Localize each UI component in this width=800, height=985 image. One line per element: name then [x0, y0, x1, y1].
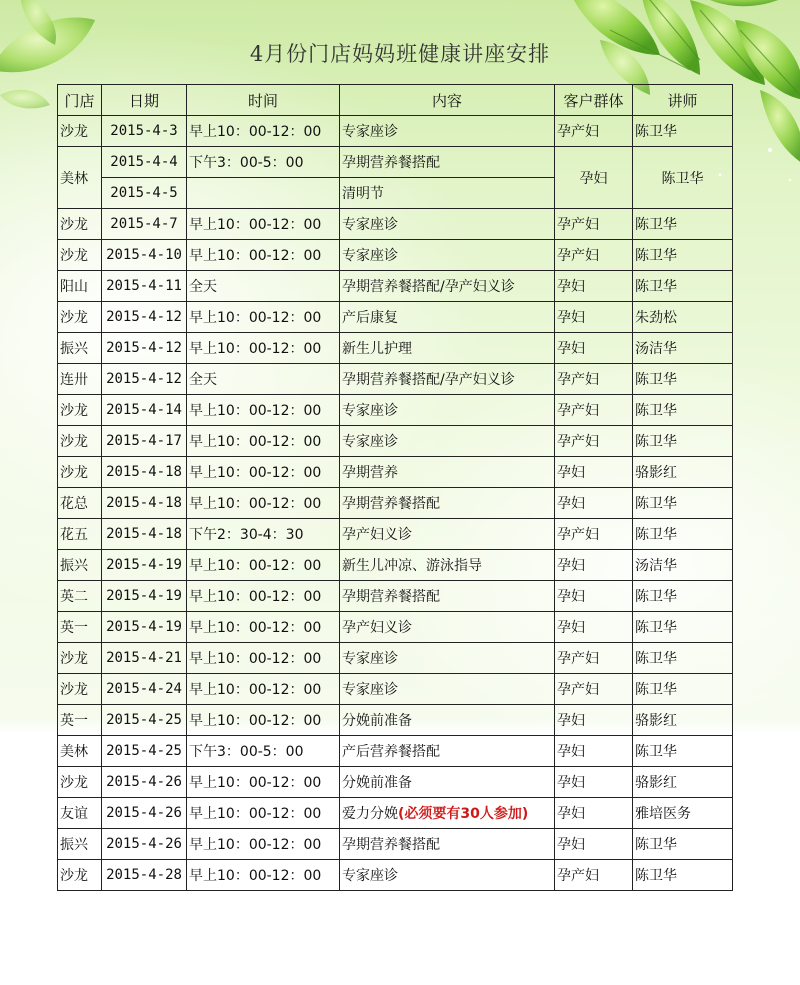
lecturer-cell: 陈卫华: [633, 519, 733, 550]
table-row: [58, 333, 733, 364]
date-cell: 2015-4-25: [102, 705, 187, 736]
table-row: [58, 550, 733, 581]
group-cell: 孕产妇: [555, 209, 633, 240]
lecturer-cell: 汤洁华: [633, 333, 733, 364]
date-cell: 2015-4-5: [102, 178, 187, 209]
store-cell: 沙龙: [58, 302, 102, 333]
date-cell: 2015-4-28: [102, 860, 187, 891]
content-cell: 产后营养餐搭配: [340, 736, 555, 767]
table-row: [58, 829, 733, 860]
table-row: [58, 643, 733, 674]
date-cell: 2015-4-26: [102, 829, 187, 860]
group-cell: 孕妇: [555, 829, 633, 860]
lecturer-cell: 陈卫华: [633, 116, 733, 147]
group-cell: 孕妇: [555, 550, 633, 581]
table-row: [58, 798, 733, 829]
content-cell: 专家座诊: [340, 674, 555, 705]
time-cell: 早上10：00-12：00: [187, 209, 340, 240]
header-row: [58, 85, 733, 116]
date-cell: 2015-4-4: [102, 147, 187, 178]
store-cell: 英二: [58, 581, 102, 612]
lecturer-cell: 陈卫华: [633, 829, 733, 860]
table-row: [58, 457, 733, 488]
date-cell: 2015-4-24: [102, 674, 187, 705]
lecturer-cell: 陈卫华: [633, 426, 733, 457]
date-cell: 2015-4-3: [102, 116, 187, 147]
date-cell: 2015-4-19: [102, 612, 187, 643]
content-cell: 新生儿护理: [340, 333, 555, 364]
content-cell: 分娩前准备: [340, 705, 555, 736]
time-cell: 早上10：00-12：00: [187, 302, 340, 333]
store-cell: 花总: [58, 488, 102, 519]
content-cell: 专家座诊: [340, 116, 555, 147]
group-cell: 孕产妇: [555, 395, 633, 426]
date-cell: 2015-4-26: [102, 767, 187, 798]
table-row: [58, 860, 733, 891]
table-row: [58, 271, 733, 302]
table-row: [58, 426, 733, 457]
group-cell: 孕产妇: [555, 643, 633, 674]
table-row: [58, 519, 733, 550]
lecturer-cell: 骆影红: [633, 457, 733, 488]
time-cell: 早上10：00-12：00: [187, 240, 340, 271]
date-cell: 2015-4-12: [102, 302, 187, 333]
table-row: [58, 209, 733, 240]
content-cell: 孕期营养餐搭配/孕产妇义诊: [340, 364, 555, 395]
date-cell: 2015-4-11: [102, 271, 187, 302]
time-cell: 早上10：00-12：00: [187, 767, 340, 798]
schedule-table: [57, 84, 733, 891]
content-cell: 孕期营养餐搭配: [340, 147, 555, 178]
content-cell: 孕期营养餐搭配: [340, 581, 555, 612]
lecturer-cell: 陈卫华: [633, 209, 733, 240]
store-cell: 美林: [58, 147, 102, 209]
lecturer-cell: 陈卫华: [633, 674, 733, 705]
content-cell: 孕期营养餐搭配/孕产妇义诊: [340, 271, 555, 302]
time-cell: 全天: [187, 364, 340, 395]
table-row: [58, 767, 733, 798]
store-cell: 阳山: [58, 271, 102, 302]
header-group: 客户群体: [555, 85, 633, 116]
store-cell: 沙龙: [58, 209, 102, 240]
group-cell: 孕妇: [555, 581, 633, 612]
content-cell: 产后康复: [340, 302, 555, 333]
lecturer-cell: 陈卫华: [633, 147, 733, 209]
date-cell: 2015-4-7: [102, 209, 187, 240]
time-cell: 早上10：00-12：00: [187, 581, 340, 612]
lecturer-cell: 骆影红: [633, 705, 733, 736]
content-cell: 孕产妇义诊: [340, 612, 555, 643]
header-time: 时间: [187, 85, 340, 116]
time-cell: 下午2：30-4：30: [187, 519, 340, 550]
date-cell: 2015-4-12: [102, 333, 187, 364]
group-cell: 孕妇: [555, 302, 633, 333]
time-cell: 早上10：00-12：00: [187, 426, 340, 457]
time-cell: 早上10：00-12：00: [187, 705, 340, 736]
table-row: [58, 364, 733, 395]
store-cell: 花五: [58, 519, 102, 550]
time-cell: 早上10：00-12：00: [187, 612, 340, 643]
group-cell: 孕产妇: [555, 860, 633, 891]
store-cell: 沙龙: [58, 395, 102, 426]
store-cell: 连卅: [58, 364, 102, 395]
group-cell: 孕妇: [555, 612, 633, 643]
date-cell: 2015-4-12: [102, 364, 187, 395]
date-cell: 2015-4-26: [102, 798, 187, 829]
time-cell: 下午3：00-5：00: [187, 736, 340, 767]
table-row: [58, 116, 733, 147]
date-cell: 2015-4-18: [102, 488, 187, 519]
store-cell: 英一: [58, 705, 102, 736]
time-cell: 早上10：00-12：00: [187, 333, 340, 364]
store-cell: 沙龙: [58, 240, 102, 271]
content-cell: 专家座诊: [340, 643, 555, 674]
time-cell: [187, 178, 340, 209]
lecturer-cell: 汤洁华: [633, 550, 733, 581]
content-cell: 孕期营养餐搭配: [340, 488, 555, 519]
group-cell: 孕妇: [555, 736, 633, 767]
table-row: [58, 705, 733, 736]
content-cell: 孕产妇义诊: [340, 519, 555, 550]
page-title: 4月份门店妈妈班健康讲座安排: [249, 42, 551, 66]
time-cell: 早上10：00-12：00: [187, 116, 340, 147]
store-cell: 英一: [58, 612, 102, 643]
table-row: [58, 612, 733, 643]
lecturer-cell: 陈卫华: [633, 643, 733, 674]
header-lecturer: 讲师: [633, 85, 733, 116]
lecturer-cell: 陈卫华: [633, 736, 733, 767]
lecturer-cell: 骆影红: [633, 767, 733, 798]
date-cell: 2015-4-19: [102, 550, 187, 581]
group-cell: 孕妇: [555, 457, 633, 488]
content-cell: [340, 798, 555, 829]
lecturer-cell: 雅培医务: [633, 798, 733, 829]
content-cell: 专家座诊: [340, 240, 555, 271]
store-cell: 沙龙: [58, 457, 102, 488]
group-cell: 孕产妇: [555, 674, 633, 705]
store-cell: 沙龙: [58, 426, 102, 457]
content-cell: 专家座诊: [340, 395, 555, 426]
lecturer-cell: 陈卫华: [633, 240, 733, 271]
group-cell: 孕妇: [555, 767, 633, 798]
store-cell: 沙龙: [58, 674, 102, 705]
group-cell: 孕妇: [555, 147, 633, 209]
table-row: [58, 240, 733, 271]
lecturer-cell: 朱劲松: [633, 302, 733, 333]
content-cell: 分娩前准备: [340, 767, 555, 798]
time-cell: 下午3：00-5：00: [187, 147, 340, 178]
date-cell: 2015-4-19: [102, 581, 187, 612]
group-cell: 孕产妇: [555, 426, 633, 457]
content-cell: 新生儿冲凉、游泳指导: [340, 550, 555, 581]
date-cell: 2015-4-18: [102, 519, 187, 550]
table-row: [58, 147, 733, 178]
time-cell: 早上10：00-12：00: [187, 643, 340, 674]
header-store: 门店: [58, 85, 102, 116]
content-text: 爱力分娩: [342, 806, 398, 822]
lecturer-cell: 陈卫华: [633, 581, 733, 612]
store-cell: 沙龙: [58, 860, 102, 891]
store-cell: 振兴: [58, 333, 102, 364]
lecturer-cell: 陈卫华: [633, 395, 733, 426]
group-cell: 孕妇: [555, 798, 633, 829]
store-cell: 美林: [58, 736, 102, 767]
time-cell: 早上10：00-12：00: [187, 674, 340, 705]
date-cell: 2015-4-17: [102, 426, 187, 457]
table-row: [58, 736, 733, 767]
content-cell: 清明节: [340, 178, 555, 209]
time-cell: 早上10：00-12：00: [187, 860, 340, 891]
store-cell: 振兴: [58, 829, 102, 860]
store-cell: 友谊: [58, 798, 102, 829]
time-cell: 早上10：00-12：00: [187, 550, 340, 581]
group-cell: 孕妇: [555, 488, 633, 519]
date-cell: 2015-4-21: [102, 643, 187, 674]
attendance-note: (必须要有30人参加): [398, 806, 529, 822]
date-cell: 2015-4-10: [102, 240, 187, 271]
group-cell: 孕妇: [555, 333, 633, 364]
table-row: [58, 488, 733, 519]
table-row: [58, 302, 733, 333]
date-cell: 2015-4-18: [102, 457, 187, 488]
content-cell: 孕期营养餐搭配: [340, 829, 555, 860]
lecturer-cell: 陈卫华: [633, 271, 733, 302]
store-cell: 沙龙: [58, 643, 102, 674]
group-cell: 孕产妇: [555, 116, 633, 147]
date-cell: 2015-4-25: [102, 736, 187, 767]
header-date: 日期: [102, 85, 187, 116]
time-cell: 早上10：00-12：00: [187, 798, 340, 829]
group-cell: 孕产妇: [555, 364, 633, 395]
lecturer-cell: 陈卫华: [633, 488, 733, 519]
content-cell: 专家座诊: [340, 860, 555, 891]
time-cell: 早上10：00-12：00: [187, 488, 340, 519]
time-cell: 全天: [187, 271, 340, 302]
content-cell: 专家座诊: [340, 209, 555, 240]
table-row: [58, 581, 733, 612]
store-cell: 振兴: [58, 550, 102, 581]
group-cell: 孕产妇: [555, 240, 633, 271]
group-cell: 孕妇: [555, 705, 633, 736]
group-cell: 孕妇: [555, 271, 633, 302]
time-cell: 早上10：00-12：00: [187, 829, 340, 860]
store-cell: 沙龙: [58, 116, 102, 147]
lecturer-cell: 陈卫华: [633, 612, 733, 643]
time-cell: 早上10：00-12：00: [187, 395, 340, 426]
header-content: 内容: [340, 85, 555, 116]
table-row: [58, 674, 733, 705]
group-cell: 孕产妇: [555, 519, 633, 550]
content-cell: 孕期营养: [340, 457, 555, 488]
time-cell: 早上10：00-12：00: [187, 457, 340, 488]
lecturer-cell: 陈卫华: [633, 364, 733, 395]
lecturer-cell: 陈卫华: [633, 860, 733, 891]
date-cell: 2015-4-14: [102, 395, 187, 426]
store-cell: 沙龙: [58, 767, 102, 798]
table-row: [58, 395, 733, 426]
content-cell: 专家座诊: [340, 426, 555, 457]
